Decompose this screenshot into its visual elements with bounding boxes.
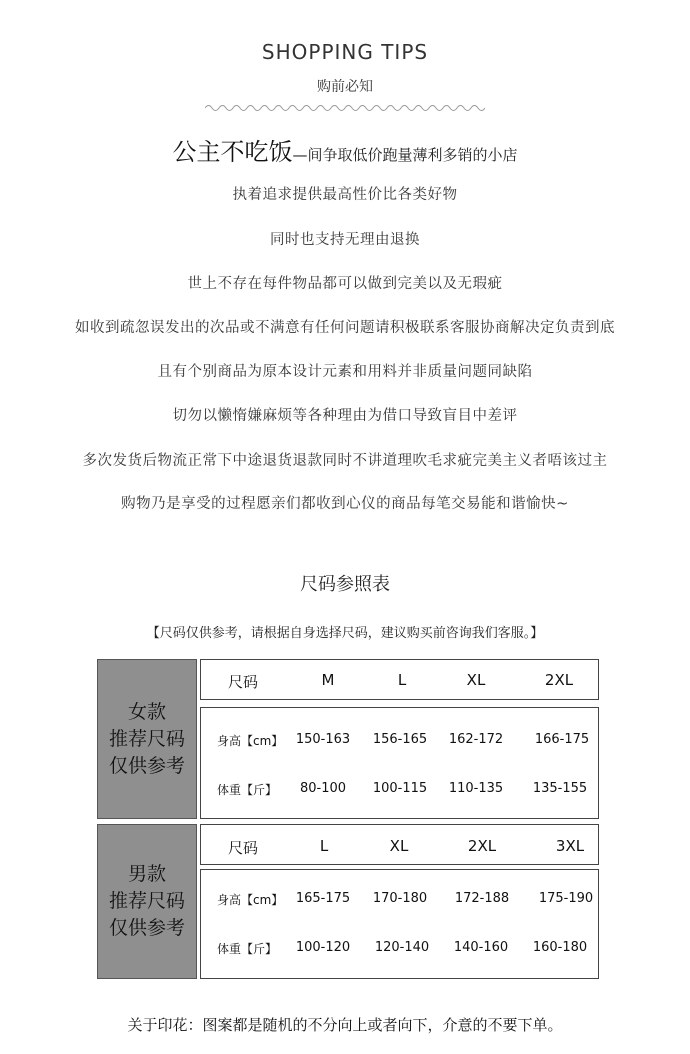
intro-line: 多次发货后物流正常下中途退货退款同时不讲道理吹毛求疵完美主义者唔该过主	[82, 453, 608, 469]
height-cell: 166-175	[534, 732, 590, 747]
title-english: SHOPPING TIPS	[261, 40, 429, 64]
women-label-panel	[97, 659, 197, 819]
intro-line: 世上不存在每件物品都可以做到完美以及无瑕疵	[187, 276, 503, 292]
men-label-line: 推荐尺码	[108, 890, 185, 912]
intro-line: 购物乃是享受的过程愿亲们都收到心仪的商品每笔交易能和谐愉快~	[121, 496, 569, 512]
weight-cell: 80-100	[299, 781, 347, 796]
weight-label: 体重【斤】	[217, 942, 278, 956]
size-cell: 2XL	[544, 671, 574, 689]
weight-cell: 160-180	[532, 940, 588, 955]
weight-label: 体重【斤】	[217, 783, 278, 797]
brand-line	[0, 132, 690, 167]
height-label: 身高【cm】	[217, 734, 284, 748]
print-notice: 关于印花：图案都是随机的不分向上或者向下，介意的不要下单。	[127, 1016, 563, 1034]
height-cell: 170-180	[372, 891, 428, 906]
women-label-line: 推荐尺码	[108, 727, 185, 750]
size-cell: XL	[389, 837, 409, 855]
brand-name: 公主不吃饭	[172, 138, 293, 166]
intro-line: 执着追求提供最高性价比各类好物	[232, 187, 458, 203]
size-chart-title: 尺码参照表	[300, 574, 390, 595]
women-label-line: 女款	[127, 700, 166, 723]
height-cell: 150-163	[295, 732, 351, 747]
men-measure-box	[200, 869, 599, 979]
height-label: 身高【cm】	[217, 893, 284, 907]
height-cell: 162-172	[448, 732, 504, 747]
weight-cell: 120-140	[374, 940, 430, 955]
weight-cell: 140-160	[453, 940, 509, 955]
intro-line: 切勿以懒惰嫌麻烦等各种理由为借口导致盲目中差评	[172, 408, 518, 424]
women-size-row	[200, 659, 599, 700]
size-chart-note: 【尺码仅供参考，请根据自身选择尺码，建议购买前咨询我们客服。】	[146, 626, 544, 641]
men-label-line: 仅供参考	[108, 917, 185, 939]
size-cell: L	[319, 837, 329, 855]
size-label: 尺码	[227, 839, 259, 857]
size-cell: L	[397, 671, 407, 689]
wavy-divider-icon	[205, 103, 485, 113]
weight-cell: 135-155	[532, 781, 588, 796]
brand-slogan: —间争取低价跑量薄利多销的小店	[292, 146, 518, 164]
size-cell: XL	[466, 671, 486, 689]
intro-line: 且有个别商品为原本设计元素和用料并非质量问题同缺陷	[157, 364, 533, 380]
weight-cell: 100-120	[295, 940, 351, 955]
intro-line: 如收到疏忽误发出的次品或不满意有任何问题请积极联系客服协商解决定负责到底	[75, 320, 615, 336]
weight-cell: 110-135	[448, 781, 504, 796]
size-label: 尺码	[227, 673, 259, 691]
height-cell: 172-188	[454, 891, 510, 906]
men-label-panel	[97, 824, 197, 979]
men-size-row	[200, 824, 599, 865]
title-chinese: 购前必知	[317, 79, 373, 95]
intro-line: 同时也支持无理由退换	[270, 232, 420, 248]
size-cell: M	[321, 671, 335, 689]
women-measure-box	[200, 707, 599, 819]
height-cell: 165-175	[295, 891, 351, 906]
size-cell: 2XL	[467, 837, 497, 855]
height-cell: 156-165	[372, 732, 428, 747]
weight-cell: 100-115	[372, 781, 428, 796]
height-cell: 175-190	[538, 891, 594, 906]
men-label-line: 男款	[127, 863, 166, 885]
women-label-line: 仅供参考	[108, 754, 185, 777]
size-cell: 3XL	[555, 837, 585, 855]
